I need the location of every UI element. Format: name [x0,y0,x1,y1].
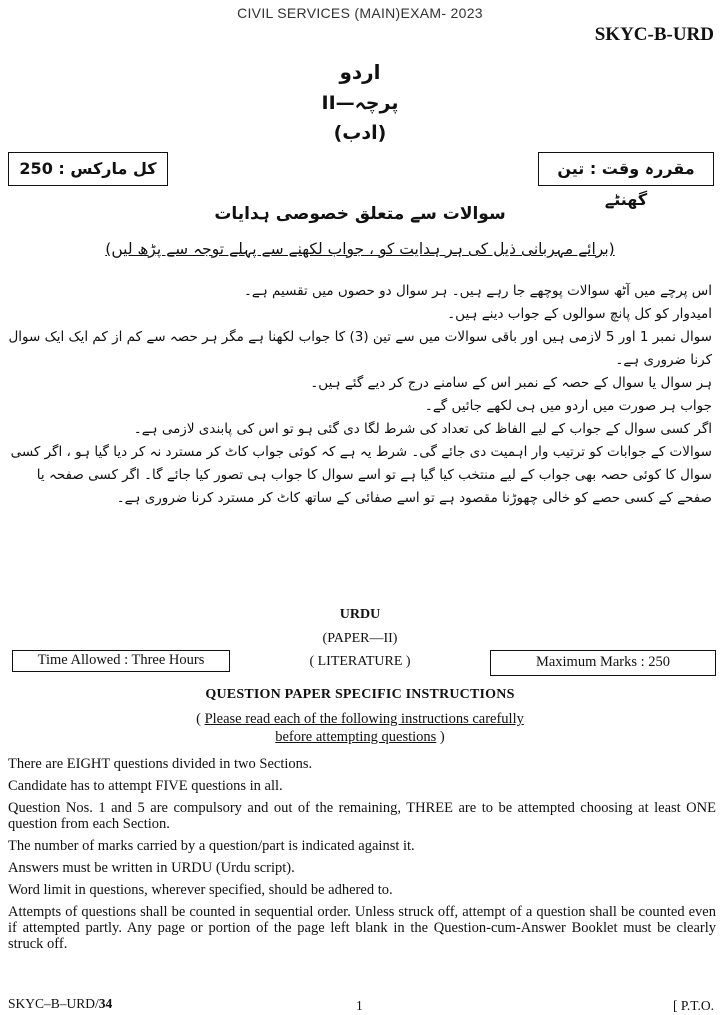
subheading-close-paren: ) [439,729,445,745]
english-max-marks-box: Maximum Marks : 250 [490,650,716,676]
urdu-subject: اردو [339,60,381,84]
footer-page-number: 1 [356,998,363,1013]
english-instruction: Word limit in questions, wherever specified, should be adhered to. [8,882,393,898]
english-instructions-subheading [0,710,720,746]
subheading-line-1: Please read each of the following instructions carefully [204,711,524,727]
urdu-time-allowed-box: مقررہ وقت : تین گھنٹے [538,152,714,186]
urdu-instruction: امیدوار کو کل پانچ سوالوں کے جواب دینے ہیں۔ [447,306,712,322]
english-instruction: The number of marks carried by a question/part is indicated against it. [8,838,415,854]
urdu-instruction: جواب ہر صورت میں اردو میں ہی لکھے جائیں گے۔ [424,398,712,414]
english-instruction: Question Nos. 1 and 5 are compulsory and out of the remaining, THREE are to be attempted choosing at least ONE question from each Section. [8,800,716,832]
english-literature: ( LITERATURE ) [309,654,411,669]
subheading-line-2: before attempting questions [275,729,437,745]
urdu-instruction: اگر کسی سوال کے جواب کے لیے الفاظ کی تعداد کی شرط لگا دی گئی ہو تو اس کی پابندی لازمی ہے۔ [133,421,712,437]
english-instruction: Candidate has to attempt FIVE questions in all. [8,778,283,794]
english-instruction: Attempts of questions shall be counted in sequential order. Unless struck off, attempt of a question shall be counted even if attempted partly. Any page or portion of the page left blank in the Question-cum-Answer Booklet must be clearly struck off. [8,904,716,952]
english-instruction: Answers must be written in URDU (Urdu script). [8,860,295,876]
urdu-instructions-list [6,280,712,510]
english-instructions-list [8,756,716,958]
english-instruction: There are EIGHT questions divided in two Sections. [8,756,313,772]
urdu-instructions-heading: سوالات سے متعلق خصوصی ہدایات [214,204,506,224]
english-paper-number: (PAPER—II) [322,631,398,646]
exam-title: CIVIL SERVICES (MAIN)EXAM- 2023 [237,5,483,21]
footer-code-number: 34 [98,996,113,1011]
footer-pto: [ P.T.O. [672,998,714,1013]
footer-code-prefix: SKYC–B–URD/ [8,996,99,1011]
urdu-instruction: ہر سوال یا سوال کے حصہ کے نمبر اس کے سامنے درج کر دیے گئے ہیں۔ [310,375,712,391]
urdu-instructions-subheading: (برائے مہربانی ذیل کی ہر ہدایت کو ، جواب لکھنے سے پہلے توجہ سے پڑھ لیں) [105,240,615,258]
paper-code: SKYC-B-URD [594,24,714,45]
english-subject: URDU [339,607,381,622]
urdu-paper-number: پرچہ—II [321,92,399,114]
urdu-instruction: سوال نمبر 1 اور 5 لازمی ہیں اور باقی سوالات میں سے تین (3) کا جواب لکھنا ہے مگر ہر حصہ سے کم از کم ایک ایک سوال کرنا ضروری ہے۔ [8,329,712,368]
english-time-allowed-box: Time Allowed : Three Hours [12,650,230,672]
english-instructions-heading: QUESTION PAPER SPECIFIC INSTRUCTIONS [205,687,515,702]
urdu-literature: (ادب) [333,122,387,144]
subheading-open-paren: ( [196,711,201,727]
footer-paper-code [8,996,112,1012]
urdu-instruction: سوالات کے جوابات کو ترتیب وار اہمیت دی جائے گی۔ شرط یہ ہے کہ کوئی جواب کاٹ کر مسترد نہ کر دیا گیا ہو ، اگر کسی سوال کا کوئی حصہ بھی جواب کے لیے منتخب کیا گیا ہے تو اسے سوال کا جواب ہی تصور کیا جائے گا۔ اگر کسی صفحہ یا صفحے کے کسی حصے کو خالی چھوڑنا مقصود ہے تو اسے صفائی کے ساتھ کاٹ کر مسترد کرنا ضروری ہے۔ [10,444,712,506]
urdu-max-marks-box: کل مارکس : 250 [8,152,168,186]
urdu-instruction: اس پرچے میں آٹھ سوالات پوچھے جا رہے ہیں۔ ہر سوال دو حصوں میں تقسیم ہے۔ [244,283,712,299]
